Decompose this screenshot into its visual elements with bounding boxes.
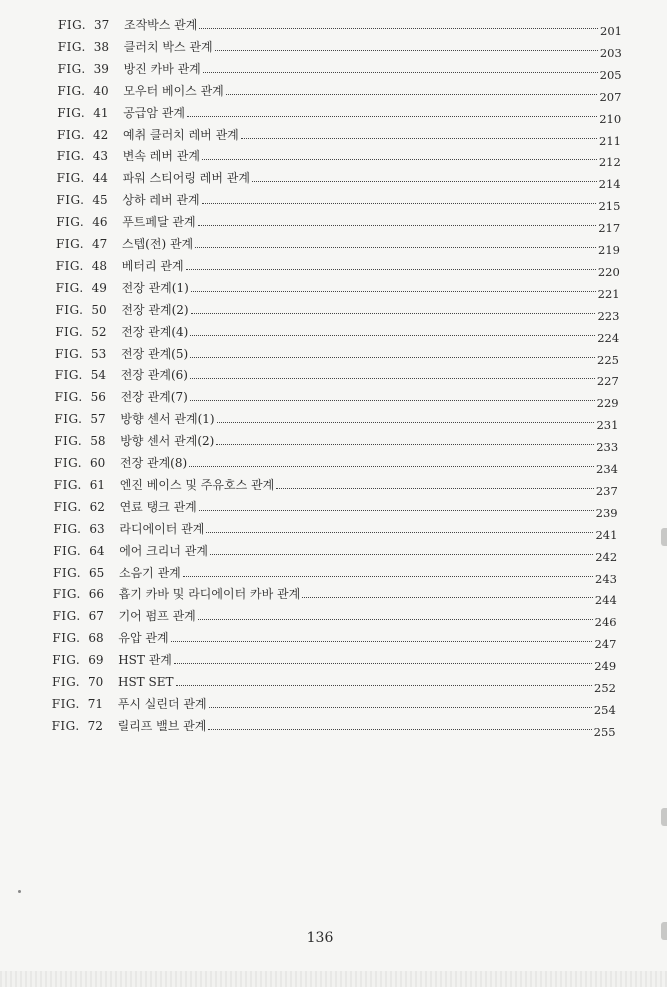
toc-entry <box>51 713 616 739</box>
figure-number: 43 <box>92 149 109 164</box>
dot-leader <box>190 377 595 379</box>
entry-page: 223 <box>597 308 620 323</box>
figure-number: 69 <box>88 653 104 668</box>
dot-leader <box>215 49 598 51</box>
figure-label: FIG. <box>57 105 86 120</box>
entry-page: 217 <box>598 221 621 236</box>
entry-page: 237 <box>595 483 618 498</box>
dot-leader <box>276 487 594 489</box>
entry-page: 229 <box>596 396 619 411</box>
entry-title: 릴리프 밸브 관계 <box>117 718 207 733</box>
figure-label: FIG. <box>53 477 82 492</box>
dot-leader <box>216 443 594 445</box>
entry-page: 215 <box>598 199 621 214</box>
figure-label: FIG. <box>56 171 85 186</box>
entry-title: 변속 레버 관계 <box>122 149 200 164</box>
figure-label: FIG. <box>56 215 85 230</box>
dot-leader <box>195 246 596 248</box>
figure-number: 62 <box>89 499 105 514</box>
entry-title: 푸시 실린더 관계 <box>117 696 207 711</box>
entry-page: 211 <box>599 133 621 148</box>
dot-leader <box>190 399 595 401</box>
figure-number: 54 <box>90 368 107 383</box>
binding-mark <box>661 528 667 546</box>
entry-page: 234 <box>596 462 618 476</box>
toc-entry <box>54 450 618 476</box>
entry-page: 210 <box>599 111 622 126</box>
figure-label: FIG. <box>52 653 81 668</box>
entry-title: 조작박스 관계 <box>124 18 198 32</box>
toc-entry <box>53 560 617 586</box>
toc-entry <box>57 34 622 60</box>
figure-number: 38 <box>93 39 110 54</box>
entry-title: 에어 크리너 관계 <box>119 543 208 558</box>
figure-label: FIG. <box>56 237 85 251</box>
figure-label: FIG. <box>54 412 83 427</box>
entry-title: 방향 센서 관계(2) <box>120 434 215 449</box>
binding-mark <box>661 808 667 826</box>
figure-label: FIG. <box>52 609 81 624</box>
figure-number: 61 <box>89 477 106 492</box>
entry-page: 203 <box>599 45 622 60</box>
page-number: 136 <box>306 930 334 946</box>
figure-number: 56 <box>90 390 106 405</box>
entry-page: 247 <box>594 637 617 652</box>
toc-entry <box>57 56 622 82</box>
toc-entry <box>55 319 620 345</box>
entry-page: 254 <box>593 702 616 717</box>
figure-number: 67 <box>88 609 104 624</box>
entry-page: 242 <box>595 549 618 564</box>
figure-label: FIG. <box>56 193 85 208</box>
figure-number: 46 <box>92 215 108 230</box>
dot-leader <box>209 706 592 708</box>
entry-page: 220 <box>597 264 620 279</box>
entry-title: 기어 펌프 관계 <box>118 609 196 624</box>
figure-label: FIG. <box>55 302 84 317</box>
dot-leader <box>208 728 591 730</box>
entry-title: 공급암 관계 <box>123 105 185 120</box>
figure-number: 37 <box>94 18 110 32</box>
entry-page: 231 <box>596 418 619 433</box>
figure-number: 53 <box>91 346 107 361</box>
dot-leader <box>174 662 592 664</box>
figure-label: FIG. <box>54 368 83 383</box>
toc-entry <box>52 625 617 652</box>
figure-number: 66 <box>88 587 105 602</box>
toc-entry <box>52 581 617 608</box>
entry-title: 연료 탱크 관계 <box>119 499 197 514</box>
toc-entry <box>55 297 620 323</box>
entry-title: 클러치 박스 관계 <box>123 39 213 54</box>
toc-entry <box>56 209 621 236</box>
figure-number: 71 <box>87 696 104 711</box>
figure-label: FIG. <box>53 521 82 536</box>
figure-number: 52 <box>91 324 107 339</box>
figure-number: 45 <box>92 193 108 208</box>
figure-number: 47 <box>92 237 108 251</box>
entry-page: 249 <box>594 659 617 674</box>
entry-title: 예취 클러치 레버 관계 <box>123 127 239 142</box>
entry-title: 전장 관계(8) <box>120 456 188 470</box>
figure-label: FIG. <box>51 718 80 733</box>
dot-leader <box>198 224 597 226</box>
entry-title: 전장 관계(7) <box>120 390 188 405</box>
entry-title: 전장 관계(2) <box>121 302 189 317</box>
dot-leader <box>198 618 593 620</box>
toc-entry <box>58 12 622 38</box>
figure-label: FIG. <box>58 18 87 32</box>
figure-number: 64 <box>89 543 105 558</box>
entry-page: 219 <box>598 243 620 257</box>
figure-number: 65 <box>89 565 105 580</box>
scan-edge <box>0 971 667 987</box>
figure-label: FIG. <box>55 280 84 295</box>
dot-leader <box>171 640 593 642</box>
toc-entry <box>54 362 619 389</box>
dot-leader <box>199 509 594 511</box>
entry-page: 255 <box>593 724 616 739</box>
entry-page: 201 <box>600 24 622 38</box>
toc-entry <box>55 253 620 279</box>
figure-label: FIG. <box>51 696 80 711</box>
dot-leader <box>241 137 597 139</box>
figure-label: FIG. <box>53 565 82 580</box>
figure-number: 39 <box>93 61 109 76</box>
toc-entry <box>52 647 617 674</box>
dot-leader <box>191 290 596 292</box>
figure-label: FIG. <box>57 39 86 54</box>
entry-title: 전장 관계(4) <box>121 324 189 339</box>
dot-leader <box>217 421 595 423</box>
entry-title: 상하 레버 관계 <box>122 193 200 208</box>
dot-leader <box>206 531 593 533</box>
entry-title: 라디에이터 관계 <box>119 521 205 536</box>
figure-number: 60 <box>90 456 106 470</box>
scan-speck <box>18 890 21 893</box>
entry-title: HST SET <box>118 675 174 689</box>
figure-number: 40 <box>93 83 109 98</box>
entry-title: 푸트페달 관계 <box>122 215 196 230</box>
figure-label: FIG. <box>52 631 81 646</box>
figure-label: FIG. <box>55 324 84 339</box>
figure-label: FIG. <box>54 390 83 405</box>
entry-title: 소음기 관계 <box>119 565 181 580</box>
figure-number: 48 <box>91 258 108 273</box>
dot-leader <box>187 115 597 117</box>
toc-entry <box>56 187 621 214</box>
figure-number: 72 <box>87 718 103 733</box>
entry-page: 205 <box>599 67 622 82</box>
toc-entry <box>56 143 621 170</box>
entry-page: 212 <box>598 155 621 170</box>
dot-leader <box>190 334 595 336</box>
binding-mark <box>661 922 667 940</box>
entry-page: 225 <box>597 352 619 367</box>
figure-label: FIG. <box>55 258 84 273</box>
figure-number: 57 <box>90 412 106 427</box>
dot-leader <box>176 684 593 686</box>
figure-number: 41 <box>93 105 109 120</box>
toc-entry <box>52 603 617 630</box>
dot-leader <box>302 596 593 598</box>
toc-entry <box>51 691 616 717</box>
figure-label: FIG. <box>57 83 86 98</box>
toc-entry <box>53 516 618 542</box>
toc-entry <box>57 122 621 148</box>
entry-page: 241 <box>595 527 618 542</box>
figure-label: FIG. <box>57 61 86 76</box>
entry-title: 파워 스티어링 레버 관계 <box>122 171 250 186</box>
figure-number: 49 <box>91 280 107 295</box>
entry-page: 244 <box>594 593 617 608</box>
figure-number: 63 <box>89 521 105 536</box>
entry-page: 252 <box>594 681 616 695</box>
figure-label: FIG. <box>54 456 83 470</box>
dot-leader <box>202 158 597 160</box>
toc-entry <box>55 275 620 301</box>
entry-title: 유압 관계 <box>118 631 169 646</box>
toc-entry <box>53 538 618 564</box>
entry-title: 스텝(전) 관계 <box>122 237 194 251</box>
dot-leader <box>210 553 593 555</box>
entry-page: 214 <box>598 177 621 192</box>
entry-title: 방향 센서 관계(1) <box>120 412 215 427</box>
entry-page: 239 <box>595 505 618 520</box>
entry-title: 흡기 카바 및 라디에이터 카바 관계 <box>118 587 301 602</box>
figure-number: 58 <box>90 434 106 449</box>
entry-page: 246 <box>594 615 617 630</box>
entry-page: 243 <box>595 571 617 586</box>
toc-entry <box>57 78 622 104</box>
dot-leader <box>202 202 597 204</box>
figure-number: 42 <box>93 127 109 142</box>
figure-label: FIG. <box>53 499 82 514</box>
entry-page: 233 <box>596 440 619 455</box>
entry-title: 전장 관계(1) <box>121 280 189 295</box>
figure-label: FIG. <box>54 434 83 449</box>
figure-label: FIG. <box>52 675 81 689</box>
dot-leader <box>199 27 598 29</box>
entry-title: 베터리 관계 <box>121 258 184 273</box>
figure-label: FIG. <box>52 587 81 602</box>
dot-leader <box>183 575 593 577</box>
entry-page: 207 <box>599 89 622 104</box>
toc-entry <box>55 341 619 367</box>
dot-leader <box>191 312 596 314</box>
dot-leader <box>252 180 597 182</box>
figure-label: FIG. <box>56 149 85 164</box>
dot-leader <box>186 268 596 270</box>
toc-entry <box>53 494 618 520</box>
dot-leader <box>226 93 598 95</box>
entry-page: 221 <box>597 286 620 301</box>
figure-label: FIG. <box>55 346 84 361</box>
toc-entry <box>53 472 618 498</box>
entry-title: 엔진 베이스 및 주유호스 관계 <box>119 477 275 492</box>
figure-number: 44 <box>92 171 108 186</box>
entry-page: 227 <box>596 374 619 389</box>
toc-entry <box>56 231 620 257</box>
entry-title: 모우터 베이스 관계 <box>123 83 224 98</box>
entry-title: 전장 관계(6) <box>120 368 188 383</box>
dot-leader <box>189 465 594 467</box>
entry-page: 224 <box>597 330 620 345</box>
entry-title: 방진 카바 관계 <box>123 61 201 76</box>
figure-label: FIG. <box>53 543 82 558</box>
toc-entry <box>56 165 621 192</box>
entry-title: 전장 관계(5) <box>121 346 189 361</box>
figure-number: 70 <box>88 675 104 689</box>
toc-entry <box>57 100 622 126</box>
figure-label: FIG. <box>57 127 86 142</box>
dot-leader <box>203 71 598 73</box>
figure-number: 68 <box>88 631 104 646</box>
entry-title: HST 관계 <box>118 653 172 668</box>
toc-entry <box>54 406 619 433</box>
dot-leader <box>190 356 595 358</box>
toc-entry <box>52 669 616 695</box>
figure-number: 50 <box>91 302 107 317</box>
toc-entry <box>54 384 619 411</box>
toc-entry <box>54 428 619 455</box>
